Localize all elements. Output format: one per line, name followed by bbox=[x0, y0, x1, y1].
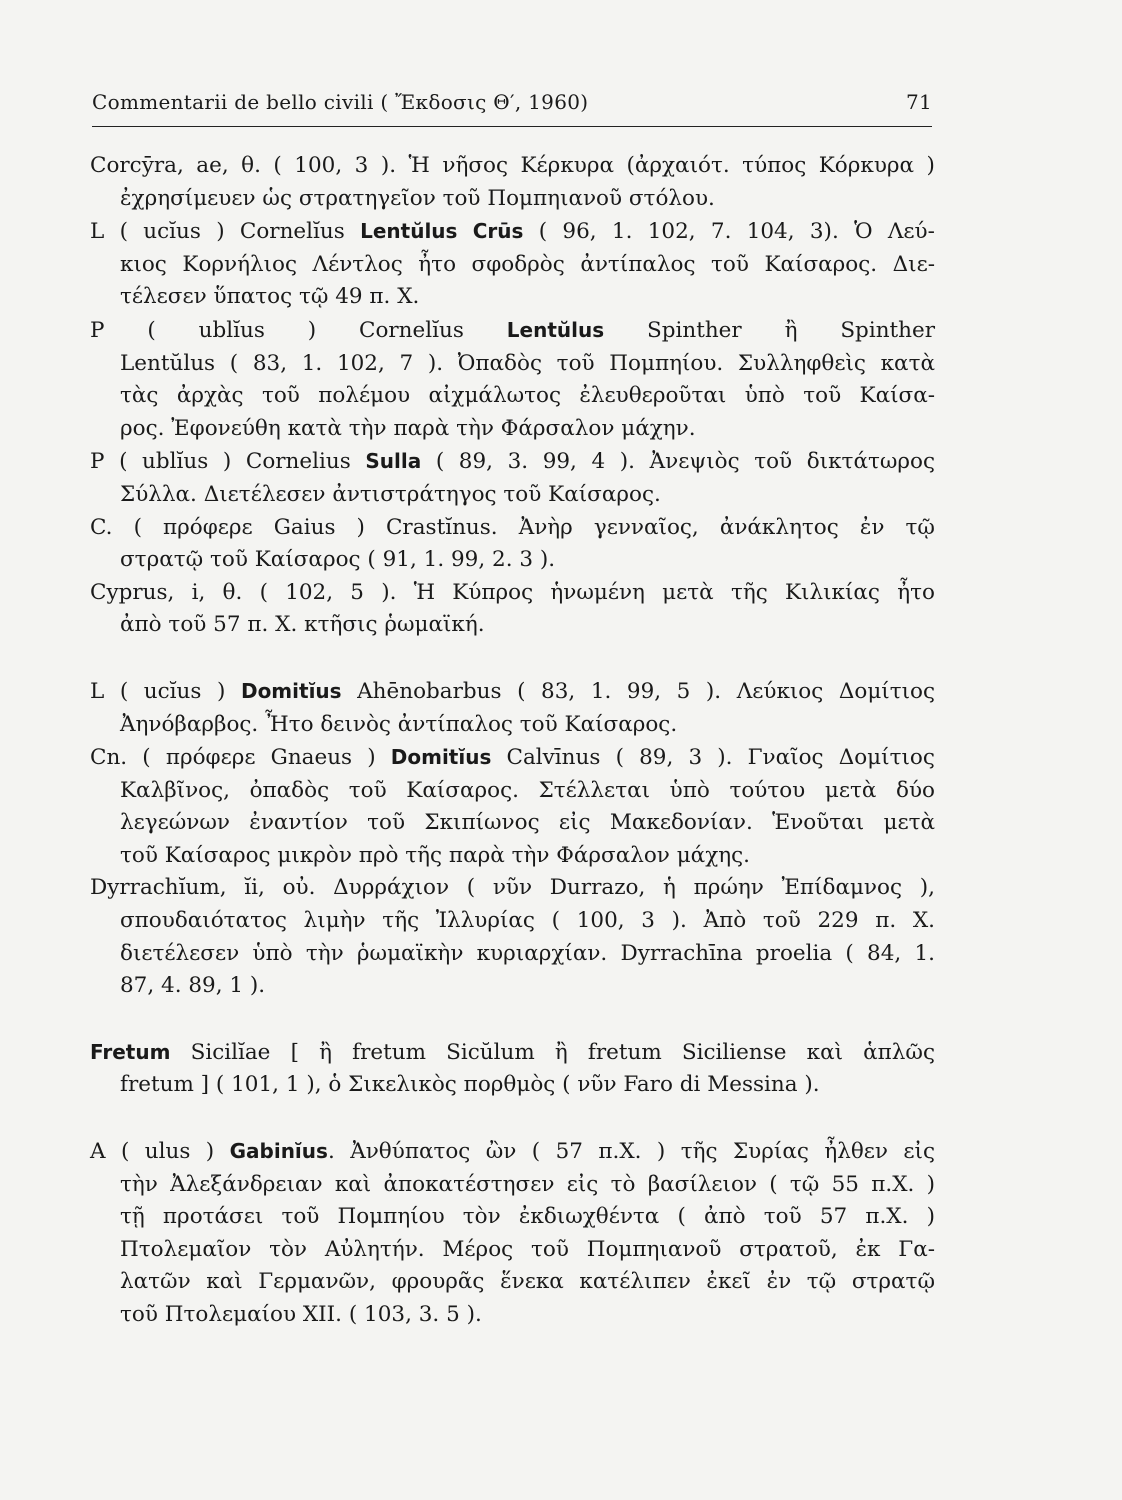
entry-line: σπουδαιότατος λιμὴν τῆς Ἰλλυρίας ( 100, 3 ). Ἀπὸ τοῦ 229 π. Χ. bbox=[120, 908, 935, 934]
header-rule bbox=[92, 126, 932, 127]
entry-line: τέλεσεν ὕπατος τῷ 49 π. Χ. bbox=[120, 284, 420, 310]
headword: Gabinĭus bbox=[229, 1139, 328, 1164]
entry-fretum bbox=[90, 1036, 935, 1102]
entry-line: L ( ucĭus ) Domitĭus Ahēnobarbus ( 83, 1. 99, 5 ). Λεύκιος Δομίτιος bbox=[90, 678, 936, 704]
entry-line: λατῶν καὶ Γερμανῶν, φρουρᾶς ἕνεκα κατέλιπεν ἐκεῖ ἐν τῷ στρατῷ bbox=[120, 1269, 935, 1295]
entry-line: Cn. ( πρόφερε Gnaeus ) Domitĭus Calvīnus ( 89, 3 ). Γναῖος Δομίτιος bbox=[90, 745, 935, 771]
headword: Sulla bbox=[365, 449, 422, 474]
section-gap bbox=[90, 642, 935, 675]
entry-line: ἀπὸ τοῦ 57 π. Χ. κτῆσις ῥωμαϊκή. bbox=[120, 612, 485, 638]
headword: Lentŭlus bbox=[360, 219, 458, 244]
entry-line: λεγεώνων ἐναντίον τοῦ Σκιπίωνος εἰς Μακεδονίαν. Ἑνοῦται μετὰ bbox=[120, 810, 935, 836]
entry-domitius-calvinus bbox=[90, 741, 935, 872]
entry-line: Cyprus, i, θ. ( 102, 5 ). Ἡ Κύπρος ἡνωμένη μετὰ τῆς Κιλικίας ἦτο bbox=[90, 579, 935, 605]
entry-line: fretum ] ( 101, 1 ), ὁ Σικελικὸς πορθμὸς ( νῦν Faro di Messina ). bbox=[120, 1072, 820, 1098]
entry-line: τοῦ Καίσαρος μικρὸν πρὸ τῆς παρὰ τὴν Φάρσαλον μάχης. bbox=[120, 842, 750, 868]
headword: Lentŭlus bbox=[506, 317, 605, 342]
entry-line: P ( ublĭus ) Cornelĭus Lentŭlus Spinther ἢ Spinther bbox=[90, 317, 936, 343]
entry-gabinius bbox=[90, 1135, 935, 1332]
headword: Domitĭus bbox=[390, 745, 492, 770]
entry-line: Πτολεμαῖον τὸν Αὐλητήν. Μέρος τοῦ Πομπηιανοῦ στρατοῦ, ἐκ Γα- bbox=[120, 1236, 935, 1262]
entry-line: Dyrrachĭum, ĭi, οὐ. Δυρράχιον ( νῦν Durrazo, ἡ πρώην Ἐπίδαμνος ), bbox=[90, 875, 935, 901]
headword: Fretum bbox=[90, 1039, 171, 1064]
entry-line: στρατῷ τοῦ Καίσαρος ( 91, 1. 99, 2. 3 ). bbox=[120, 547, 556, 573]
section-gap bbox=[90, 1003, 935, 1036]
entry-line: C. ( πρόφερε Gaius ) Crastĭnus. Ἀνὴρ γενναῖος, ἀνάκλητος ἐν τῷ bbox=[90, 514, 935, 540]
entry-line: Ἀηνόβαρβος. Ἦτο δεινὸς ἀντίπαλος τοῦ Καίσαρος. bbox=[120, 711, 678, 737]
headword: Domitĭus bbox=[240, 678, 342, 703]
headword: Crūs bbox=[472, 219, 524, 244]
running-head-title: Commentarii de bello civili ( Ἔκδοσις Θ′, 1960) bbox=[92, 90, 589, 114]
entry-lentulus-spinther bbox=[90, 314, 935, 445]
entry-line: L ( ucĭus ) Cornelĭus Lentŭlus Crūs ( 96, 1. 102, 7. 104, 3). Ὁ Λεύ- bbox=[90, 219, 935, 245]
entry-sulla bbox=[90, 445, 935, 511]
entry-cyprus bbox=[90, 577, 935, 642]
entry-crastinus bbox=[90, 512, 935, 577]
entry-line: 87, 4. 89, 1 ). bbox=[120, 973, 266, 999]
glossary-entries bbox=[90, 150, 935, 1332]
entry-line: P ( ublĭus ) Cornelius Sulla ( 89, 3. 99, 4 ). Ἀνεψιὸς τοῦ δικτάτωρος bbox=[90, 449, 936, 475]
entry-line: τὴν Ἀλεξάνδρειαν καὶ ἀποκατέστησεν εἰς τὸ βασίλειον ( τῷ 55 π.Χ. ) bbox=[120, 1171, 935, 1197]
entry-dyrrachium bbox=[90, 872, 935, 1002]
entry-line: τοῦ Πτολεμαίου XII. ( 103, 3. 5 ). bbox=[120, 1302, 482, 1327]
running-head bbox=[92, 90, 932, 114]
entry-line: Lentŭlus ( 83, 1. 102, 7 ). Ὀπαδὸς τοῦ Πομπηίου. Συλληφθεὶς κατὰ bbox=[120, 350, 935, 376]
section-gap bbox=[90, 1102, 935, 1135]
entry-corcyra bbox=[90, 150, 935, 215]
entry-line: ρος. Ἐφονεύθη κατὰ τὴν παρὰ τὴν Φάρσαλον μάχην. bbox=[120, 415, 696, 441]
entry-line: κιος Κορνήλιος Λέντλος ἦτο σφοδρὸς ἀντίπαλος τοῦ Καίσαρος. Διε- bbox=[120, 251, 935, 277]
entry-line: Καλβῖνος, ὀπαδὸς τοῦ Καίσαρος. Στέλλεται ὑπὸ τούτου μετὰ δύο bbox=[120, 777, 935, 803]
entry-lentulus-crus bbox=[90, 215, 935, 314]
entry-line: ἐχρησίμευεν ὡς στρατηγεῖον τοῦ Πομπηιανοῦ στόλου. bbox=[120, 185, 715, 211]
page-number: 71 bbox=[905, 90, 932, 114]
entry-line: Σύλλα. Διετέλεσεν ἀντιστράτηγος τοῦ Καίσαρος. bbox=[120, 481, 661, 507]
entry-line: Corcȳra, ae, θ. ( 100, 3 ). Ἡ νῆσος Κέρκυρα (ἀρχαιότ. τύπος Κόρκυρα ) bbox=[90, 153, 935, 178]
entry-line: Fretum Sicilĭae [ ἢ fretum Sicŭlum ἢ fretum Siciliense καὶ ἁπλῶς bbox=[90, 1039, 936, 1065]
entry-domitius-ahenobarbus bbox=[90, 675, 935, 741]
entry-line: τῇ προτάσει τοῦ Πομπηίου τὸν ἐκδιωχθέντα ( ἀπὸ τοῦ 57 π.Χ. ) bbox=[120, 1204, 935, 1230]
entry-line: τὰς ἀρχὰς τοῦ πολέμου αἰχμάλωτος ἐλευθεροῦται ὑπὸ τοῦ Καίσα- bbox=[120, 383, 935, 409]
entry-line: A ( ulus ) Gabinĭus. Ἀνθύπατος ὢν ( 57 π.Χ. ) τῆς Συρίας ἦλθεν εἰς bbox=[90, 1139, 936, 1165]
entry-line: διετέλεσεν ὑπὸ τὴν ῥωμαϊκὴν κυριαρχίαν. Dyrrachīna proelia ( 84, 1. bbox=[120, 940, 935, 966]
